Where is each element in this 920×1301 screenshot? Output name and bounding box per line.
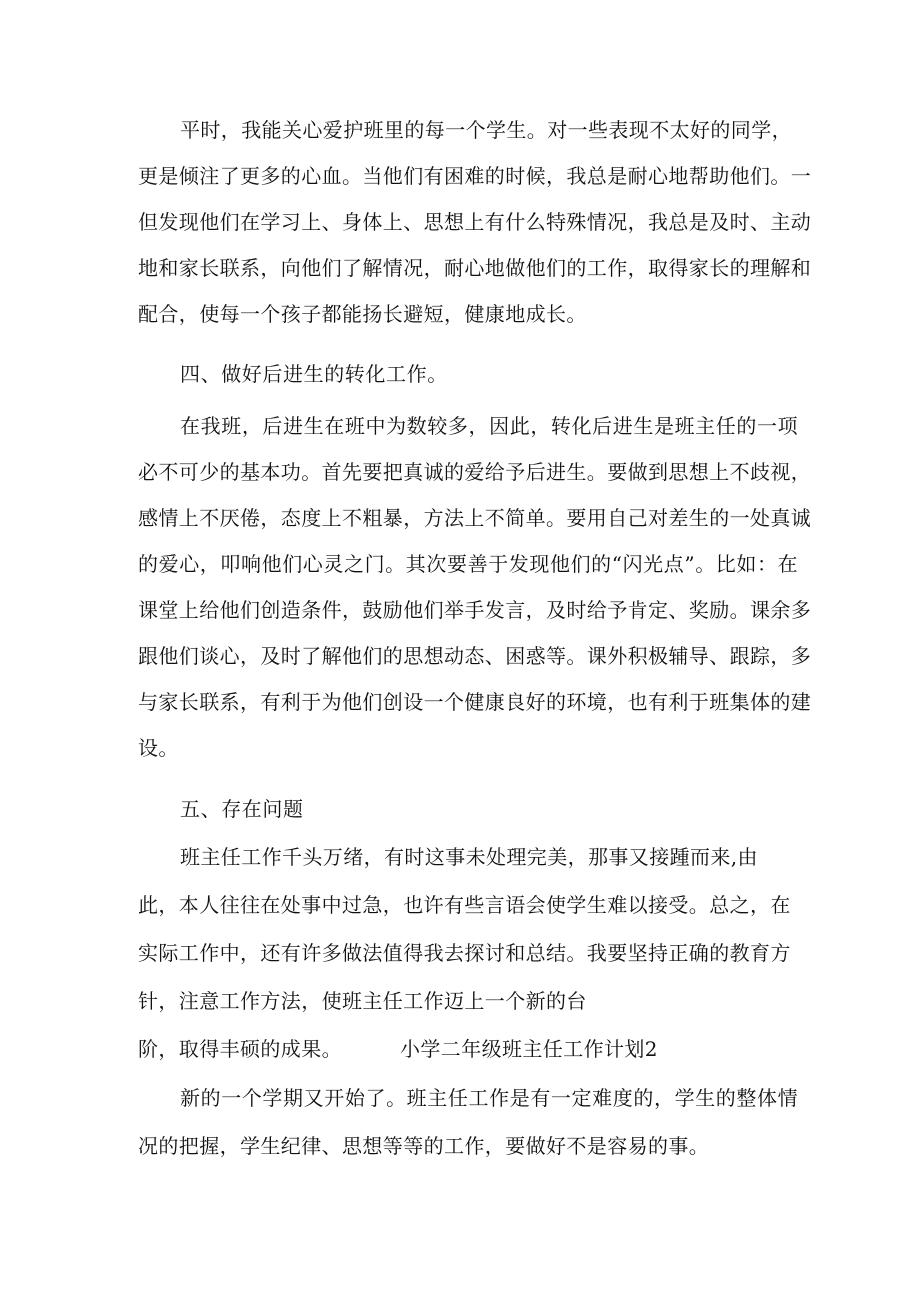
- paragraph-line: 但发现他们在学习上、身体上、思想上有什么特殊情况，我总是及时、主动: [138, 210, 812, 234]
- paragraph-line: 在我班，后进生在班中为数较多，因此，转化后进生是班主任的一项: [180, 414, 798, 438]
- paragraph-line: 地和家长联系，向他们了解情况，耐心地做他们的工作，取得家长的理解和: [138, 256, 812, 280]
- paragraph-line-text: 阶，取得丰硕的成果。: [138, 1037, 342, 1061]
- section-heading: 四、做好后进生的转化工作。: [180, 362, 448, 386]
- paragraph-line: 必不可少的基本功。首先要把真诚的爱给予后进生。要做到思想上不歧视，: [138, 460, 812, 484]
- paragraph-line: 与家长联系，有利于为他们创设一个健康良好的环境，也有利于班集体的建: [138, 690, 812, 714]
- paragraph-line: 实际工作中，还有许多做法值得我去探讨和总结。我要坚持正确的教育方: [138, 941, 791, 965]
- paragraph-line: 设。: [138, 736, 179, 760]
- paragraph-line: 新的一个学期又开始了。班主任工作是有一定难度的，学生的整体情: [180, 1086, 798, 1110]
- paragraph-line: 课堂上给他们创造条件，鼓励他们举手发言，及时给予肯定、奖励。课余多: [138, 598, 812, 622]
- paragraph-line: 班主任工作千头万绪，有时这事未处理完美，那事又接踵而来,由: [180, 845, 758, 869]
- next-section-title: 小学二年级班主任工作计划2: [400, 1037, 658, 1061]
- section-heading: 五、存在问题: [180, 797, 304, 821]
- paragraph-line: 平时，我能关心爱护班里的每一个学生。对一些表现不太好的同学，: [180, 118, 792, 142]
- paragraph-line: 此，本人往往在处事中过急，也许有些言语会使学生难以接受。总之，在: [138, 893, 791, 917]
- paragraph-line: 跟他们谈心，及时了解他们的思想动态、困惑等。课外积极辅导、跟踪，多: [138, 644, 812, 668]
- paragraph-line: 更是倾注了更多的心血。当他们有困难的时候，我总是耐心地帮助他们。一: [138, 164, 812, 188]
- paragraph-line: 况的把握，学生纪律、思想等等的工作，要做好不是容易的事。: [138, 1134, 710, 1158]
- paragraph-line: 配合，使每一个孩子都能扬长避短，健康地成长。: [138, 302, 587, 326]
- paragraph-line: 针，注意工作方法，使班主任工作迈上一个新的台: [138, 989, 587, 1013]
- paragraph-line: [138, 1037, 798, 1061]
- paragraph-line: 感情上不厌倦，态度上不粗暴，方法上不简单。要用自己对差生的一处真诚: [138, 506, 812, 530]
- paragraph-line: 的爱心，叩响他们心灵之门。其次要善于发现他们的“闪光点”。比如：在: [138, 552, 798, 576]
